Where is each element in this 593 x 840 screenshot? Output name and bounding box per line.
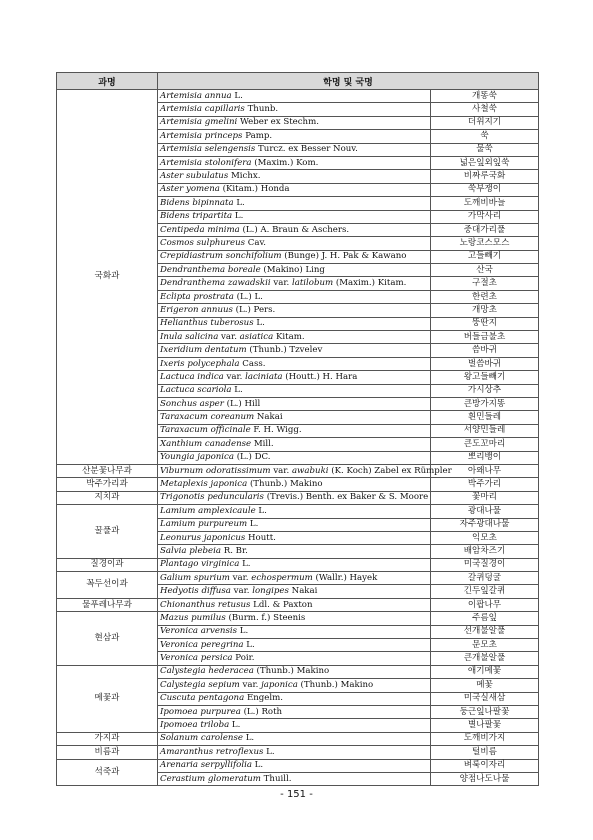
name-part: (Thunb.) Makino [297,679,374,690]
italic-name-part: Bidens tripartita [160,211,233,222]
italic-name-part: Solanum carolense [160,733,243,744]
name-part: L. [237,626,249,637]
korean-name-cell: 물쑥 [431,143,539,156]
header-name: 학명 및 국명 [158,73,539,90]
table-row [57,732,539,745]
name-part: L. [263,746,275,757]
korean-name-cell: 별나팔꽃 [431,719,539,732]
name-part: Thunb. [244,104,279,115]
scientific-name-cell [158,531,431,544]
scientific-name-cell [158,679,431,692]
korean-name-cell: 미국실새삼 [431,692,539,705]
family-cell: 메꽃과 [57,665,158,732]
italic-name-part: Artemisia selengensis [160,144,256,155]
name-part: var. [223,371,246,382]
korean-name-cell: 고들빼기 [431,250,539,263]
korean-name-cell: 광대나물 [431,505,539,518]
korean-name-cell: 개똥쑥 [431,90,539,103]
family-cell: 박주가리과 [57,478,158,491]
italic-name-part: Cosmos sulphureus [160,237,246,248]
name-part: (Maxim.) Kom. [251,157,319,168]
korean-name-cell: 털비름 [431,746,539,759]
korean-name-cell: 주름잎 [431,612,539,625]
scientific-name-cell [158,772,431,785]
italic-name-part: Veronica arvensis [160,626,238,637]
scientific-name-cell [158,130,431,143]
family-cell: 질경이과 [57,558,158,571]
italic-name-part: Sonchus asper [160,398,224,409]
korean-name-cell: 애기메꽃 [431,665,539,678]
scientific-name-cell [158,156,431,169]
table-row [57,90,539,103]
scientific-name-cell [158,464,452,477]
italic-name-part: Artemisia stolonifera [160,157,252,168]
table-row [57,478,539,491]
name-part: (Trevis.) Benth. ex Baker & S. Moore [263,492,429,503]
name-part: L. [231,90,243,101]
korean-name-cell: 큰도꼬마리 [431,438,539,451]
korean-name-cell: 아왜나무 [431,464,539,477]
name-part: (Burm. f.) Steenis [225,612,306,623]
scientific-name-cell [158,545,431,558]
korean-name-cell: 사철쑥 [431,103,539,116]
korean-name-cell: 자주광대나물 [431,518,539,531]
korean-name-cell: 뚱딴지 [431,317,539,330]
korean-name-cell: 중대가리풀 [431,223,539,236]
family-cell: 국화과 [57,90,158,465]
name-part: F. H. Wigg. [250,425,302,436]
scientific-name-cell [158,237,431,250]
italic-name-part: Eclipta prostrata [160,291,234,302]
name-part: (Thunb.) Makino [253,666,330,677]
scientific-name-cell [158,518,431,531]
name-part: Engelm. [244,693,283,704]
korean-name-cell: 이팝나무 [431,598,539,611]
scientific-name-cell [158,625,431,638]
name-part: Turcz. ex Besser Nouv. [255,144,358,155]
family-cell: 석죽과 [57,759,158,786]
italic-name-part: Aster yomena [160,184,220,195]
scientific-name-cell [158,505,431,518]
name-part: (L.) Pers. [232,304,276,315]
name-part: var. [270,465,292,476]
table-body [57,90,539,786]
name-part: Mill. [251,438,274,449]
name-part: var. [270,278,292,289]
name-part: Houtt. [245,532,276,543]
scientific-name-cell [158,183,431,196]
scientific-name-cell [158,719,431,732]
italic-name-part: Chionanthus retusus [160,599,251,610]
italic-name-part: Bidens bipinnata [160,197,234,208]
scientific-name-cell [158,250,431,263]
korean-name-cell: 쑥 [431,130,539,143]
scientific-name-cell [158,116,431,129]
korean-name-cell: 가막사리 [431,210,539,223]
italic-name-part: latilobum [291,278,334,289]
scientific-name-cell [158,103,431,116]
name-part: L. [251,760,264,771]
page-number: - 151 - [280,789,313,800]
korean-name-cell: 산국 [431,264,539,277]
table-row [57,665,539,678]
italic-name-part: Artemisia gmelini [160,117,238,128]
family-cell: 산분꽃나무과 [57,464,158,477]
scientific-name-cell [158,732,431,745]
name-part: L. [247,519,259,530]
italic-name-part: Ipomoea triloba [160,720,230,731]
name-part: (L.) Roth [240,706,283,717]
italic-name-part: Crepidiastrum sonchifolium [160,251,282,262]
scientific-name-cell [158,759,431,772]
family-cell: 현삼과 [57,612,158,666]
scientific-name-cell [158,665,431,678]
family-cell: 비름과 [57,746,158,759]
italic-name-part: Cuscuta pentagona [160,693,245,704]
name-part: (L.) DC. [233,452,271,463]
italic-name-part: laciniata [245,371,283,382]
korean-name-cell: 뽀리뱅이 [431,451,539,464]
scientific-name-cell [158,277,431,290]
italic-name-part: Helianthus tuberosus [160,318,254,329]
korean-name-cell: 넓은잎외잎쑥 [431,156,539,169]
name-part: (Thunb.) Makino [247,479,323,490]
name-part: (L.) Hill [223,398,261,409]
scientific-name-cell [158,170,431,183]
header-family: 과명 [57,73,158,90]
scientific-name-cell [158,210,431,223]
italic-name-part: Galium spurium [160,572,230,583]
italic-name-part: Xanthium canadense [160,438,252,449]
italic-name-part: Dendranthema zawadskii [160,278,271,289]
scientific-name-cell [158,692,431,705]
name-part: (Wallr.) Hayek [312,572,378,583]
korean-name-cell: 배암차즈기 [431,545,539,558]
scientific-name-cell [158,411,431,424]
name-part: L. [229,720,241,731]
korean-name-cell: 더위지기 [431,116,539,129]
italic-name-part: Salvia plebeia [160,545,222,556]
name-part: (L.) L. [233,291,263,302]
name-part: Cass. [239,358,266,369]
italic-name-part: Artemisia princeps [160,130,243,141]
scientific-name-cell [158,317,431,330]
table-row [57,491,539,504]
italic-name-part: Lamium purpureum [160,519,248,530]
name-part: Thuill. [260,773,292,784]
korean-name-cell: 문모초 [431,639,539,652]
korean-name-cell: 씀바귀 [431,344,539,357]
name-part: (K. Koch) Zabel ex Rümpler [328,465,452,476]
scientific-name-cell [158,264,431,277]
table-row [57,464,539,477]
italic-name-part: Viburnum odoratissimum [160,465,271,476]
italic-name-part: Artemisia capillaris [160,104,245,115]
korean-name-cell: 쑥부쟁이 [431,183,539,196]
table-row [57,612,539,625]
italic-name-part: asiatica [239,331,274,342]
korean-name-cell: 왕고들빼기 [431,371,539,384]
scientific-name-cell [158,371,431,384]
italic-name-part: Erigeron annuus [160,304,233,315]
table-row [57,505,539,518]
name-part: (Bunge) J. H. Pak & Kawano [281,251,407,262]
korean-name-cell: 둥근잎나팔꽃 [431,705,539,718]
scientific-name-cell [158,558,431,571]
korean-name-cell: 버들금불초 [431,331,539,344]
name-part: L. [255,505,267,516]
name-part: Weber ex Stechm. [237,117,319,128]
italic-name-part: Hedyotis diffusa [160,586,231,597]
family-cell: 가지과 [57,732,158,745]
italic-name-part: Calystegia sepium [160,679,240,690]
korean-name-cell: 한련초 [431,290,539,303]
scientific-name-cell [158,90,431,103]
italic-name-part: Mazus pumilus [160,612,226,623]
scientific-name-cell [158,424,431,437]
italic-name-part: Plantago virginica [160,559,240,570]
scientific-name-cell [158,331,431,344]
name-part: (Houtt.) H. Hara [282,371,358,382]
korean-name-cell: 벌씀바귀 [431,357,539,370]
name-part: L. [243,639,255,650]
italic-name-part: echospermum [251,572,313,583]
korean-name-cell: 서양민들레 [431,424,539,437]
italic-name-part: Calystegia hederacea [160,666,254,677]
scientific-name-cell [158,491,431,504]
italic-name-part: Artemisia annua [160,90,232,101]
species-table [56,72,539,786]
korean-name-cell: 박주가리 [431,478,539,491]
table-row [57,746,539,759]
italic-name-part: Ixeridium dentatum [160,345,247,356]
scientific-name-cell [158,478,431,491]
korean-name-cell: 꽃마리 [431,491,539,504]
scientific-name-cell [158,705,431,718]
name-part: L. [232,211,244,222]
italic-name-part: Youngia japonica [160,452,234,463]
scientific-name-cell [158,639,431,652]
italic-name-part: Leonurus japonicus [160,532,246,543]
italic-name-part: Taraxacum officinale [160,425,251,436]
table-row [57,572,539,585]
scientific-name-cell [158,451,431,464]
korean-name-cell: 양점나도나물 [431,772,539,785]
scientific-name-cell [158,290,431,303]
name-part: Nakai [254,412,283,423]
italic-name-part: Veronica persica [160,653,233,664]
name-part: R. Br. [221,545,248,556]
italic-name-part: Lamium amplexicaule [160,505,256,516]
italic-name-part: Aster subulatus [160,171,229,182]
korean-name-cell: 개망초 [431,304,539,317]
korean-name-cell: 벼룩이자리 [431,759,539,772]
korean-name-cell: 비짜루국화 [431,170,539,183]
name-part: L. [233,197,245,208]
name-part: Kitam. [273,331,305,342]
name-part: Michx. [228,171,261,182]
family-cell: 지치과 [57,491,158,504]
italic-name-part: Taraxacum coreanum [160,412,255,423]
scientific-name-cell [158,143,431,156]
korean-name-cell: 갈퀴덩굴 [431,572,539,585]
scientific-name-cell [158,746,431,759]
table-row [57,598,539,611]
name-part: var. [239,679,262,690]
korean-name-cell: 노랑코스모스 [431,237,539,250]
name-part: L. [231,385,243,396]
italic-name-part: Trigonotis peduncularis [160,492,264,503]
family-cell: 물푸레나무과 [57,598,158,611]
italic-name-part: Ipomoea purpurea [160,706,241,717]
scientific-name-cell [158,598,431,611]
name-part: var. [230,586,253,597]
name-part: L. [239,559,251,570]
italic-name-part: Inula salicina [160,331,219,342]
italic-name-part: Centipeda minima [160,224,240,235]
name-part: var. [229,572,252,583]
name-part: L. [253,318,265,329]
italic-name-part: Dendranthema boreale [160,264,261,275]
korean-name-cell: 도깨비가지 [431,732,539,745]
italic-name-part: Amaranthus retroflexus [160,746,264,757]
korean-name-cell: 도깨비바늘 [431,197,539,210]
scientific-name-cell [158,612,431,625]
italic-name-part: Metaplexis japonica [160,479,248,490]
name-part: Ldl. & Paxton [250,599,313,610]
korean-name-cell: 구절초 [431,277,539,290]
scientific-name-cell [158,197,431,210]
italic-name-part: Ixeris polycephala [160,358,240,369]
scientific-name-cell [158,357,431,370]
name-part: (Kitam.) Honda [219,184,290,195]
name-part: var. [218,331,240,342]
italic-name-part: Veronica peregrina [160,639,244,650]
italic-name-part: Arenaria serpyllifolia [160,760,252,771]
scientific-name-cell [158,304,431,317]
korean-name-cell: 선개불알풀 [431,625,539,638]
table-row [57,558,539,571]
italic-name-part: longipes [252,586,289,597]
name-part: Cav. [245,237,267,248]
name-part: Pamp. [242,130,273,141]
italic-name-part: awabuki [291,465,329,476]
name-part: Nakai [288,586,318,597]
korean-name-cell: 미국질경이 [431,558,539,571]
korean-name-cell: 흰민들레 [431,411,539,424]
scientific-name-cell [158,572,431,585]
family-cell: 꼭두선이과 [57,572,158,599]
name-part: (L.) A. Braun & Aschers. [239,224,350,235]
scientific-name-cell [158,585,431,598]
italic-name-part: Lactuca scariola [160,385,232,396]
table-row [57,759,539,772]
korean-name-cell: 큰개불알풀 [431,652,539,665]
name-part: (Maxim.) Kitam. [333,278,407,289]
scientific-name-cell [158,438,431,451]
name-part: L. [242,733,255,744]
scientific-name-cell [158,344,431,357]
scientific-name-cell [158,384,431,397]
italic-name-part: Lactuca indica [160,371,224,382]
korean-name-cell: 익모초 [431,531,539,544]
table-header-row [57,73,539,90]
name-part: (Makino) Ling [260,264,325,275]
scientific-name-cell [158,652,431,665]
korean-name-cell: 긴두잎갈퀴 [431,585,539,598]
korean-name-cell: 메꽃 [431,679,539,692]
family-cell: 꿀풀과 [57,505,158,559]
italic-name-part: Cerastium glomeratum [160,773,261,784]
name-part: (Thunb.) Tzvelev [246,345,323,356]
korean-name-cell: 큰방가지똥 [431,397,539,410]
name-part: Poir. [232,653,255,664]
korean-name-cell: 가시상추 [431,384,539,397]
scientific-name-cell [158,223,431,236]
scientific-name-cell [158,397,431,410]
italic-name-part: japonica [261,679,298,690]
